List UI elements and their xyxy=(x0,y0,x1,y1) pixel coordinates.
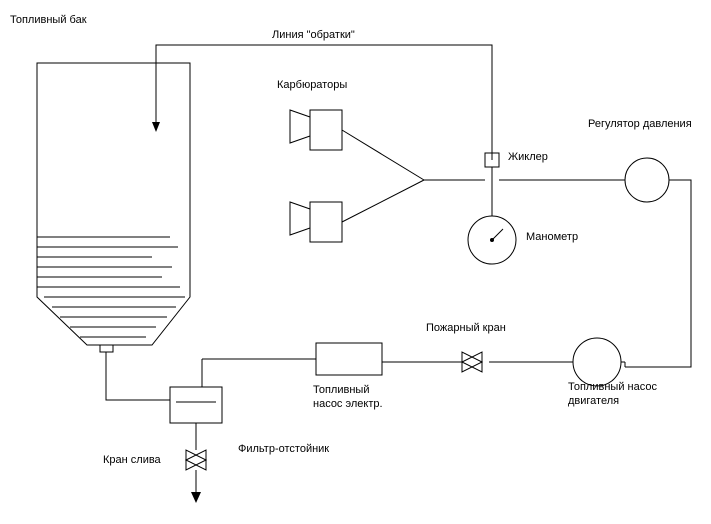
return-line-pipe xyxy=(152,45,492,160)
fuel-tank-shape xyxy=(37,63,190,345)
drain-valve-symbol xyxy=(186,450,206,503)
label-drain-valve: Кран слива xyxy=(103,454,161,466)
label-carburetors: Карбюраторы xyxy=(277,79,348,91)
filter-settler-symbol xyxy=(170,359,222,450)
tank-outlet xyxy=(100,345,113,352)
label-filter-settler: Фильтр-отстойник xyxy=(238,443,330,455)
tank-to-filter-line xyxy=(106,352,170,400)
label-electric-pump-line2: насос электр. xyxy=(313,398,383,410)
label-jet: Жиклер xyxy=(508,151,548,163)
label-fire-valve: Пожарный кран xyxy=(426,322,506,334)
label-pressure-regulator: Регулятор давления xyxy=(588,118,692,130)
electric-fuel-pump-symbol xyxy=(202,343,382,375)
label-fuel-tank: Топливный бак xyxy=(10,14,87,26)
label-engine-pump-line1: Топливный насос xyxy=(568,381,657,393)
carburetor-feed-lines xyxy=(342,130,485,222)
carburetor-upper xyxy=(290,110,342,150)
label-return-line: Линия "обратки" xyxy=(272,29,355,41)
carburetor-lower xyxy=(290,202,342,242)
pressure-regulator-symbol xyxy=(625,158,691,367)
label-engine-pump-line2: двигателя xyxy=(568,395,620,407)
fire-valve-symbol xyxy=(382,352,482,372)
engine-fuel-pump-symbol xyxy=(489,338,625,386)
label-electric-pump-line1: Топливный xyxy=(313,384,370,396)
label-manometer: Манометр xyxy=(526,231,579,243)
manometer-gauge xyxy=(468,180,516,264)
